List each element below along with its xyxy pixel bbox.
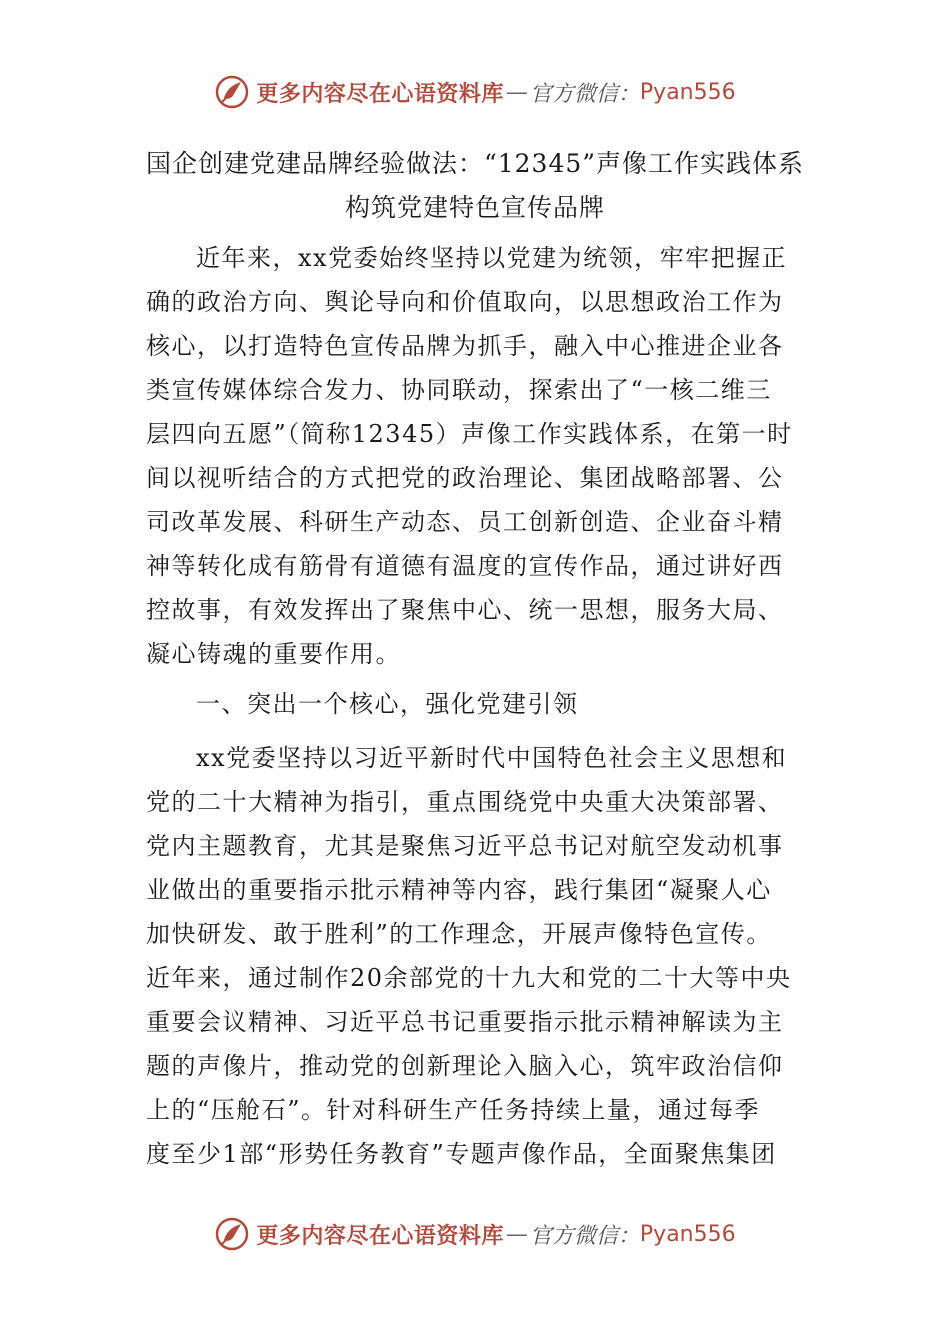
body-line: 近年来，xx党委始终坚持以党建为统领，牢牢把握正 — [196, 244, 788, 272]
document-title-line-1: 国企创建党建品牌经验做法：“12345”声像工作实践体系 — [145, 149, 805, 178]
body-line: 近年来，通过制作20余部党的十九大和党的二十大等中央 — [146, 964, 792, 992]
body-line: 加快研发、敢于胜利”的工作理念，开展声像特色宣传。 — [146, 920, 772, 948]
banner-text: 更多内容尽在心语资料库 — [256, 80, 504, 107]
header-banner — [0, 72, 950, 112]
body-line: 党内主题教育，尤其是聚焦习近平总书记对航空发动机事 — [146, 832, 784, 860]
body-line: 确的政治方向、舆论导向和价值取向，以思想政治工作为 — [146, 288, 784, 316]
logo-icon — [214, 74, 250, 110]
body-line: 神等转化成有筋骨有道德有温度的宣传作品，通过讲好西 — [146, 552, 784, 580]
footer-banner — [0, 1214, 950, 1254]
banner-wechat-id: Pyan556 — [639, 79, 736, 105]
banner-text: 更多内容尽在心语资料库 — [256, 1222, 504, 1249]
logo-icon — [214, 1216, 250, 1252]
body-line: xx党委坚持以习近平新时代中国特色社会主义思想和 — [196, 744, 788, 772]
body-line: 类宣传媒体综合发力、协同联动，探索出了“一核二维三 — [146, 376, 772, 404]
body-line: 控故事，有效发挥出了聚焦中心、统一思想，服务大局、 — [146, 596, 784, 624]
body-line: 党的二十大精神为指引，重点围绕党中央重大决策部署、 — [146, 788, 784, 816]
body-line: 核心，以打造特色宣传品牌为抓手，融入中心推进企业各 — [146, 332, 784, 360]
banner-wechat-id: Pyan556 — [639, 1221, 736, 1247]
body-line: 度至少1部“形势任务教育”专题声像作品，全面聚焦集团 — [146, 1140, 777, 1168]
body-line: 重要会议精神、习近平总书记重要指示批示精神解读为主 — [146, 1008, 784, 1036]
body-line: 题的声像片，推动党的创新理论入脑入心，筑牢政治信仰 — [146, 1052, 784, 1080]
body-line: 上的“压舱石”。针对科研生产任务持续上量，通过每季 — [146, 1096, 761, 1124]
banner-label: 官方微信： — [529, 1223, 640, 1249]
body-line: 业做出的重要指示批示精神等内容，践行集团“凝聚人心 — [146, 876, 772, 904]
banner-dash: — — [505, 79, 528, 105]
body-line: 间以视听结合的方式把党的政治理论、集团战略部署、公 — [146, 464, 784, 492]
banner-dash: — — [505, 1221, 528, 1247]
body-line: 层四向五愿”（简称12345）声像工作实践体系，在第一时 — [146, 420, 793, 448]
body-line: 司改革发展、科研生产动态、员工创新创造、企业奋斗精 — [146, 508, 784, 536]
body-line: 凝心铸魂的重要作用。 — [146, 640, 401, 668]
banner-label: 官方微信： — [529, 81, 640, 107]
document-title-line-2: 构筑党建特色宣传品牌 — [344, 193, 605, 222]
section-heading: 一、突出一个核心，强化党建引领 — [196, 690, 579, 718]
